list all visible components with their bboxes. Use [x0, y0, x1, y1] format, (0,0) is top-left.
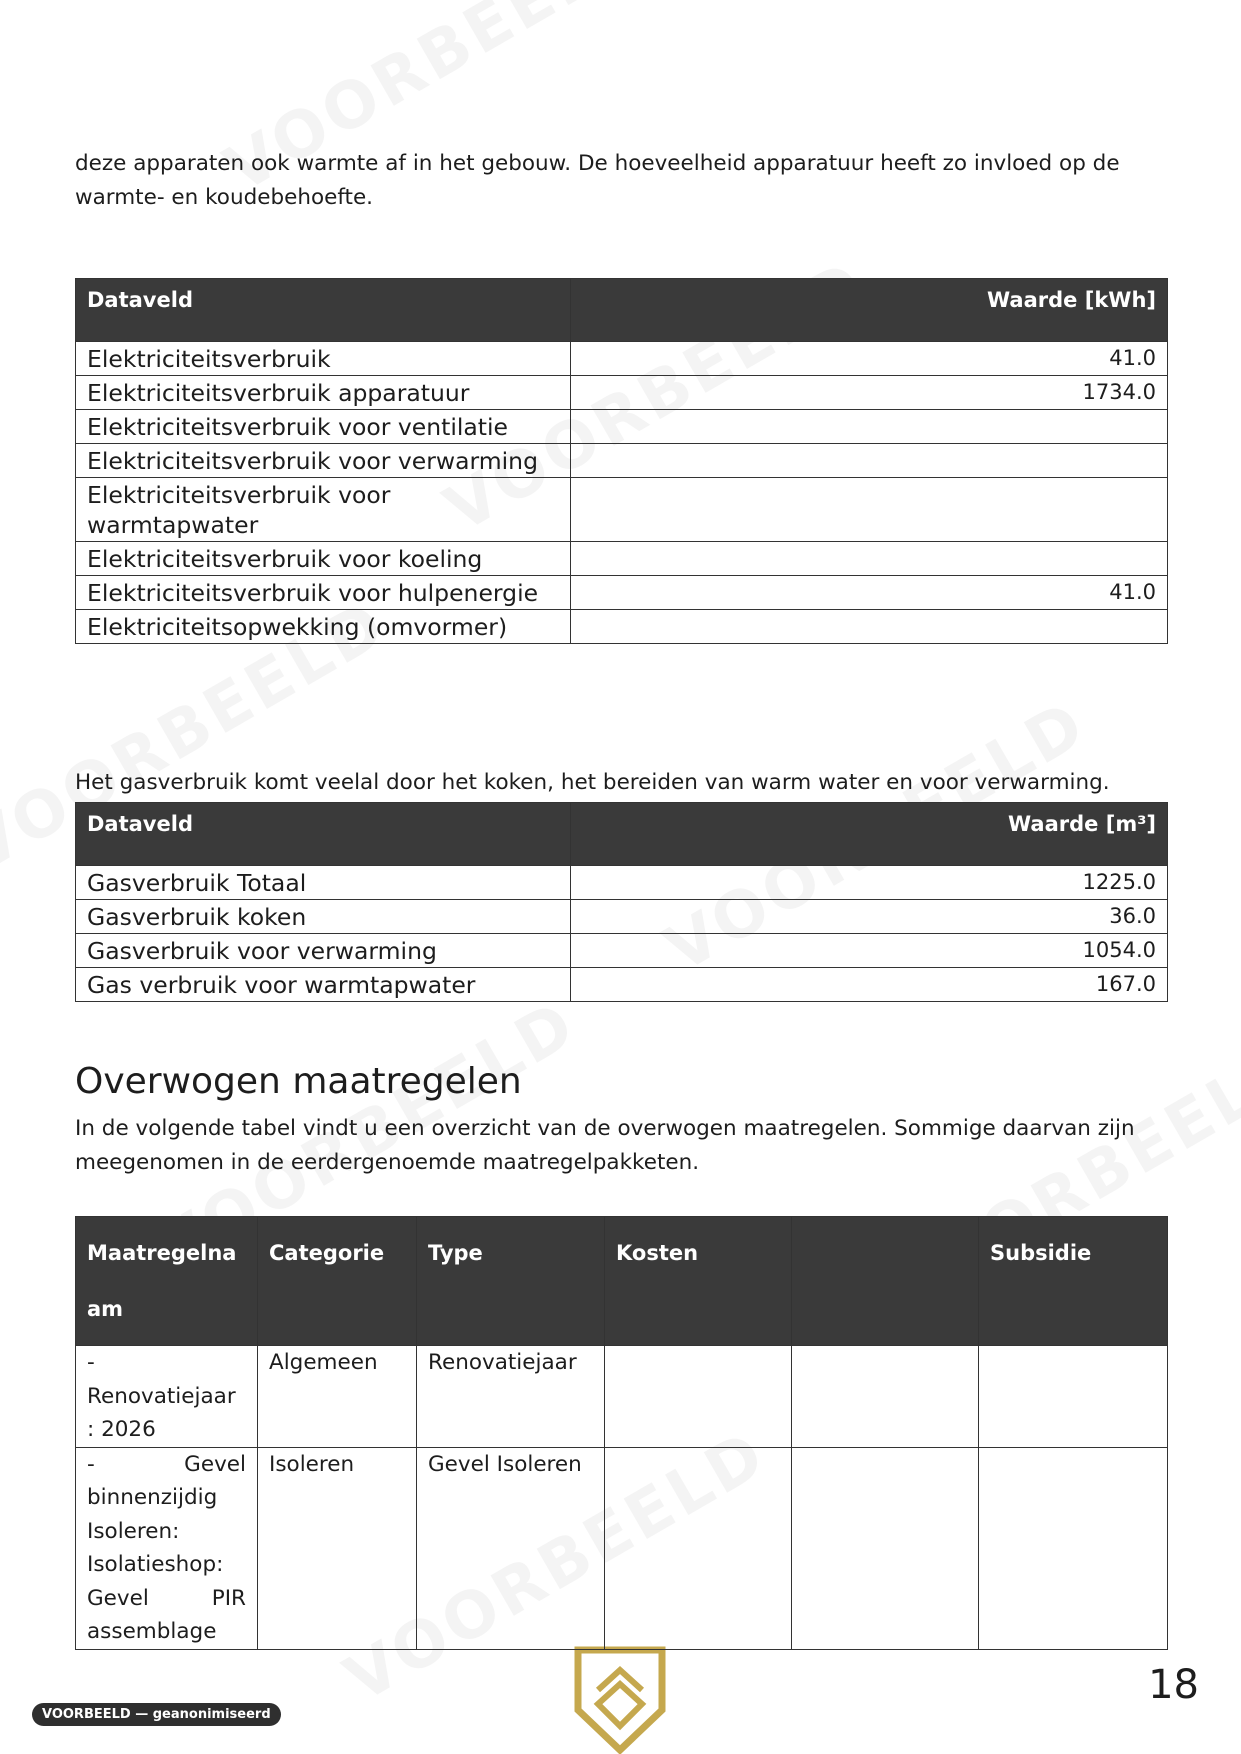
measure-cost: [605, 1447, 792, 1649]
measure-name: - Renovatiejaar : 2026: [76, 1346, 258, 1448]
row-value: 1054.0: [571, 934, 1168, 968]
intro-paragraph: deze apparaten ook warmte af in het gebouw. De hoeveelheid apparatuur heeft zo invloed op de warmte- en koudebehoefte.: [75, 151, 1120, 210]
row-value: [571, 542, 1168, 576]
row-value: 167.0: [571, 968, 1168, 1002]
row-value: [571, 444, 1168, 478]
table-row: [76, 1447, 1168, 1649]
column-header-maatregelnaam: Maatregelnaam: [76, 1217, 258, 1346]
table-header-row: [76, 1217, 1168, 1346]
measure-category: Algemeen: [258, 1346, 417, 1448]
column-header-type: Type: [417, 1217, 605, 1346]
column-header-dataveld: Dataveld: [76, 279, 571, 342]
table-row: [76, 410, 1168, 444]
row-label: Elektriciteitsverbruik voor koeling: [76, 542, 571, 576]
row-value: 41.0: [571, 576, 1168, 610]
section-heading: Overwogen maatregelen: [75, 1061, 522, 1102]
table-row: [76, 376, 1168, 410]
row-label: Gasverbruik koken: [76, 900, 571, 934]
column-header-subsidie: Subsidie: [979, 1217, 1168, 1346]
table-row: [76, 610, 1168, 644]
column-header-categorie: Categorie: [258, 1217, 417, 1346]
measure-category: Isoleren: [258, 1447, 417, 1649]
anonymized-badge: VOORBEELD — geanonimiseerd: [32, 1703, 281, 1726]
measure-type: Renovatiejaar: [417, 1346, 605, 1448]
table-row: [76, 900, 1168, 934]
table-row: [76, 576, 1168, 610]
row-label: Elektriciteitsverbruik voor verwarming: [76, 444, 571, 478]
table-row: [76, 444, 1168, 478]
table-row: [76, 478, 1168, 542]
shield-logo-icon: [574, 1646, 666, 1754]
row-label: Elektriciteitsverbruik voor hulpenergie: [76, 576, 571, 610]
row-value: [571, 610, 1168, 644]
row-label: Elektriciteitsverbruik apparatuur: [76, 376, 571, 410]
row-label: Elektriciteitsopwekking (omvormer): [76, 610, 571, 644]
table-header-row: [76, 803, 1168, 866]
table-row: [76, 1346, 1168, 1448]
table-header-row: [76, 279, 1168, 342]
measures-table: [75, 1216, 1168, 1650]
row-value: 1734.0: [571, 376, 1168, 410]
row-label: Gasverbruik voor verwarming: [76, 934, 571, 968]
electricity-table: [75, 278, 1168, 644]
row-label: Elektriciteitsverbruik voor warmtapwater: [76, 478, 571, 542]
column-header-empty: [792, 1217, 979, 1346]
row-value: [571, 478, 1168, 542]
gas-intro-paragraph: Het gasverbruik komt veelal door het koken, het bereiden van warm water en voor verwarming.: [75, 770, 1110, 795]
column-header-waarde: Waarde [kWh]: [571, 279, 1168, 342]
column-header-dataveld: Dataveld: [76, 803, 571, 866]
table-row: [76, 934, 1168, 968]
column-header-waarde: Waarde [m³]: [571, 803, 1168, 866]
measure-subsidy: [979, 1346, 1168, 1448]
row-label: Gasverbruik Totaal: [76, 866, 571, 900]
row-label: Elektriciteitsverbruik voor ventilatie: [76, 410, 571, 444]
row-label: Gas verbruik voor warmtapwater: [76, 968, 571, 1002]
measure-extra: [792, 1346, 979, 1448]
table-row: [76, 542, 1168, 576]
row-value: [571, 410, 1168, 444]
table-row: [76, 342, 1168, 376]
measure-extra: [792, 1447, 979, 1649]
row-label: Elektriciteitsverbruik: [76, 342, 571, 376]
measure-type: Gevel Isoleren: [417, 1447, 605, 1649]
gas-table: [75, 802, 1168, 1002]
section-paragraph: In de volgende tabel vindt u een overzicht van de overwogen maatregelen. Sommige daarvan zijn meegenomen in de eerdergenoemde maatregelpakketen.: [75, 1116, 1135, 1175]
row-value: 1225.0: [571, 866, 1168, 900]
measure-name: - Gevel binnenzijdig Isoleren: Isolatieshop: Gevel PIR assemblage: [76, 1447, 258, 1649]
row-value: 36.0: [571, 900, 1168, 934]
measure-cost: [605, 1346, 792, 1448]
row-value: 41.0: [571, 342, 1168, 376]
measure-subsidy: [979, 1447, 1168, 1649]
column-header-kosten: Kosten: [605, 1217, 792, 1346]
page-number: 18: [1148, 1662, 1199, 1708]
table-row: [76, 968, 1168, 1002]
table-row: [76, 866, 1168, 900]
